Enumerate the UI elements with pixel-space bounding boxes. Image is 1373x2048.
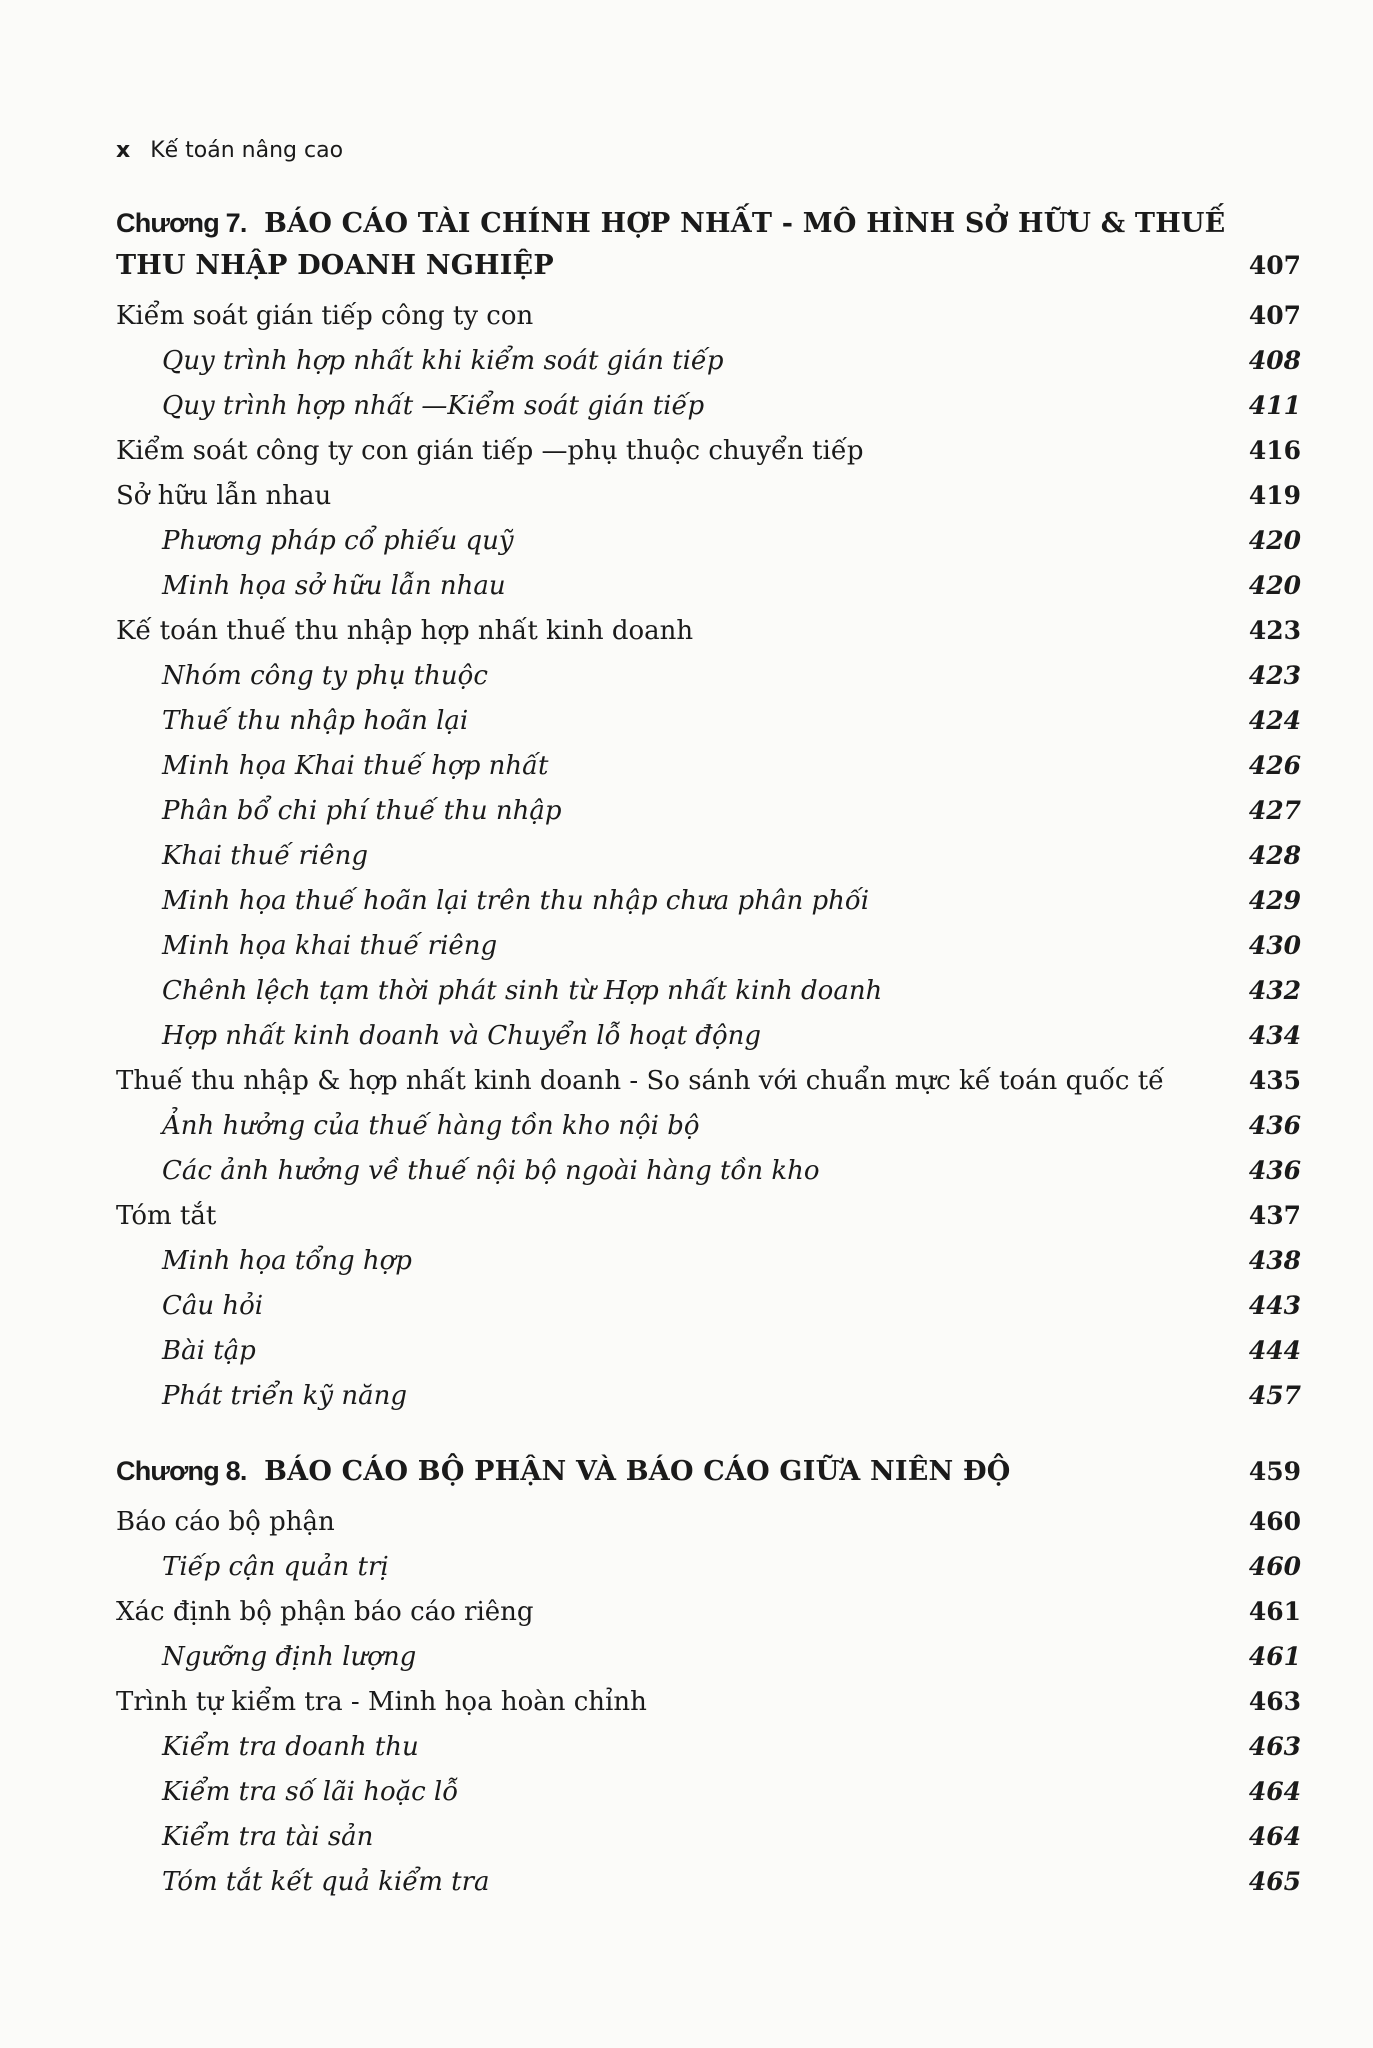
toc-entry-page: 407	[1248, 301, 1301, 330]
toc-entry[interactable]	[116, 1859, 1301, 1904]
toc-entry-list	[116, 1499, 1301, 1904]
toc-entry-title: Khai thuế riêng	[162, 841, 368, 871]
chapter-heading	[116, 1450, 1301, 1493]
toc-entry-title: Sở hữu lẫn nhau	[116, 481, 332, 511]
toc-entry-page: 438	[1248, 1246, 1301, 1275]
toc-entry[interactable]	[116, 1814, 1301, 1859]
toc-entry-list	[116, 293, 1301, 1418]
toc-entry[interactable]	[116, 923, 1301, 968]
toc-entry-title: Quy trình hợp nhất —Kiểm soát gián tiếp	[162, 391, 705, 421]
toc-entry-page: 411	[1248, 391, 1301, 420]
toc-entry[interactable]	[116, 833, 1301, 878]
toc-entry[interactable]	[116, 563, 1301, 608]
toc-entry[interactable]	[116, 1148, 1301, 1193]
toc-entry-page: 465	[1248, 1867, 1301, 1896]
toc-entry-page: 436	[1248, 1156, 1301, 1185]
toc-entry-title: Kiểm soát công ty con gián tiếp —phụ thuộc chuyển tiếp	[116, 436, 864, 466]
toc-entry-title: Tóm tắt	[116, 1201, 217, 1231]
toc-entry-page: 429	[1248, 886, 1301, 915]
toc-entry-title: Phương pháp cổ phiếu quỹ	[162, 526, 514, 556]
toc-entry-title: Tiếp cận quản trị	[162, 1552, 389, 1582]
toc-entry-title: Ngưỡng định lượng	[162, 1642, 417, 1672]
toc-entry[interactable]	[116, 1373, 1301, 1418]
toc-entry-title: Phân bổ chi phí thuế thu nhập	[162, 796, 562, 826]
toc-entry-page: 423	[1248, 616, 1301, 645]
toc-entry-title: Kế toán thuế thu nhập hợp nhất kinh doanh	[116, 616, 694, 646]
toc-entry-page: 457	[1248, 1381, 1301, 1410]
toc-entry[interactable]	[116, 1058, 1301, 1103]
toc-entry-title: Thuế thu nhập & hợp nhất kinh doanh - So sánh với chuẩn mực kế toán quốc tế	[116, 1066, 1165, 1096]
toc-entry[interactable]	[116, 1769, 1301, 1814]
toc-entry-page: 430	[1248, 931, 1301, 960]
toc-entry[interactable]	[116, 1544, 1301, 1589]
toc-entry-title: Hợp nhất kinh doanh và Chuyển lỗ hoạt động	[162, 1021, 762, 1051]
toc-entry[interactable]	[116, 473, 1301, 518]
toc-entry-page: 436	[1248, 1111, 1301, 1140]
toc-entry-page: 428	[1248, 841, 1301, 870]
chapter-8	[116, 1450, 1301, 1904]
toc-entry-title: Minh họa khai thuế riêng	[162, 931, 498, 961]
toc-entry[interactable]	[116, 653, 1301, 698]
toc-entry[interactable]	[116, 1103, 1301, 1148]
running-head	[116, 138, 343, 163]
chapter-page: 459	[1248, 1457, 1301, 1486]
toc-entry-page: 460	[1248, 1507, 1301, 1536]
toc-entry-page: 435	[1248, 1066, 1301, 1095]
toc-entry-title: Câu hỏi	[162, 1291, 264, 1321]
toc-entry[interactable]	[116, 743, 1301, 788]
toc-entry-page: 408	[1248, 346, 1301, 375]
toc-entry[interactable]	[116, 383, 1301, 428]
toc-entry-title: Báo cáo bộ phận	[116, 1507, 335, 1537]
toc-entry[interactable]	[116, 1283, 1301, 1328]
toc-entry-page: 461	[1248, 1597, 1301, 1626]
toc-entry-page: 420	[1248, 526, 1301, 555]
toc-entry[interactable]	[116, 1193, 1301, 1238]
toc-entry-title: Xác định bộ phận báo cáo riêng	[116, 1597, 534, 1627]
toc-entry[interactable]	[116, 518, 1301, 563]
chapter-title-text: BÁO CÁO BỘ PHẬN VÀ BÁO CÁO GIỮA NIÊN ĐỘ	[264, 1456, 1011, 1487]
toc-entry[interactable]	[116, 1634, 1301, 1679]
toc-entry-title: Trình tự kiểm tra - Minh họa hoàn chỉnh	[116, 1687, 647, 1717]
toc-entry-page: 420	[1248, 571, 1301, 600]
chapter-number: Chương 8.	[116, 1456, 247, 1486]
toc-entry[interactable]	[116, 1328, 1301, 1373]
toc-entry[interactable]	[116, 698, 1301, 743]
chapter-title[interactable]	[116, 202, 1226, 287]
toc-entry-page: 416	[1248, 436, 1301, 465]
toc-entry-title: Phát triển kỹ năng	[162, 1381, 407, 1411]
toc-entry-title: Kiểm tra doanh thu	[162, 1732, 419, 1762]
toc-entry-title: Minh họa Khai thuế hợp nhất	[162, 751, 549, 781]
toc-entry-page: 424	[1248, 706, 1301, 735]
toc-entry-title: Minh họa tổng hợp	[162, 1246, 412, 1276]
toc-entry[interactable]	[116, 1589, 1301, 1634]
toc-entry-page: 437	[1248, 1201, 1301, 1230]
toc-entry-title: Kiểm tra số lãi hoặc lỗ	[162, 1777, 459, 1807]
toc-entry-page: 444	[1248, 1336, 1301, 1365]
toc-entry[interactable]	[116, 1499, 1301, 1544]
toc-entry[interactable]	[116, 788, 1301, 833]
toc-entry-page: 443	[1248, 1291, 1301, 1320]
toc-entry[interactable]	[116, 1724, 1301, 1769]
toc-entry-page: 461	[1248, 1642, 1301, 1671]
toc-entry-title: Các ảnh hưởng về thuế nội bộ ngoài hàng tồn kho	[162, 1156, 820, 1186]
toc-entry[interactable]	[116, 878, 1301, 923]
chapter-number: Chương 7.	[116, 208, 247, 238]
toc-entry-title: Tóm tắt kết quả kiểm tra	[162, 1867, 490, 1897]
toc-entry[interactable]	[116, 293, 1301, 338]
chapter-heading	[116, 202, 1301, 287]
toc-entry-title: Bài tập	[162, 1336, 256, 1366]
toc-entry-title: Minh họa thuế hoãn lại trên thu nhập chưa phân phối	[162, 886, 870, 916]
toc-entry[interactable]	[116, 1238, 1301, 1283]
toc-entry-page: 434	[1248, 1021, 1301, 1050]
toc-entry-title: Ảnh hưởng của thuế hàng tồn kho nội bộ	[162, 1111, 700, 1141]
book-title: Kế toán nâng cao	[150, 138, 344, 163]
chapter-page: 407	[1248, 251, 1301, 280]
toc-entry[interactable]	[116, 1013, 1301, 1058]
toc-entry-title: Quy trình hợp nhất khi kiểm soát gián tiếp	[162, 346, 724, 376]
toc-entry-page: 432	[1248, 976, 1301, 1005]
toc-entry-title: Kiểm soát gián tiếp công ty con	[116, 301, 534, 331]
toc-entry-title: Minh họa sở hữu lẫn nhau	[162, 571, 506, 601]
toc-entry[interactable]	[116, 608, 1301, 653]
toc-entry-page: 426	[1248, 751, 1301, 780]
toc-entry-title: Kiểm tra tài sản	[162, 1822, 374, 1852]
toc-entry-title: Thuế thu nhập hoãn lại	[162, 706, 469, 736]
toc-entry[interactable]	[116, 428, 1301, 473]
toc-entry-page: 460	[1248, 1552, 1301, 1581]
toc-entry[interactable]	[116, 968, 1301, 1013]
toc-entry-page: 423	[1248, 661, 1301, 690]
toc-entry[interactable]	[116, 1679, 1301, 1724]
toc-entry-page: 464	[1248, 1777, 1301, 1806]
toc-entry-title: Chênh lệch tạm thời phát sinh từ Hợp nhất kinh doanh	[162, 976, 883, 1006]
toc-entry[interactable]	[116, 338, 1301, 383]
chapter-7	[116, 202, 1301, 1418]
chapter-title[interactable]	[116, 1450, 1011, 1493]
page-label: x	[116, 138, 131, 163]
toc-entry-page: 463	[1248, 1732, 1301, 1761]
toc-entry-page: 419	[1248, 481, 1301, 510]
toc-entry-page: 464	[1248, 1822, 1301, 1851]
toc-entry-page: 463	[1248, 1687, 1301, 1716]
toc-entry-page: 427	[1248, 796, 1301, 825]
chapter-title-text: BÁO CÁO TÀI CHÍNH HỢP NHẤT - MÔ HÌNH SỞ HỮU & THUẾ THU NHẬP DOANH NGHIỆP	[116, 208, 1226, 281]
toc-entry-title: Nhóm công ty phụ thuộc	[162, 661, 488, 691]
